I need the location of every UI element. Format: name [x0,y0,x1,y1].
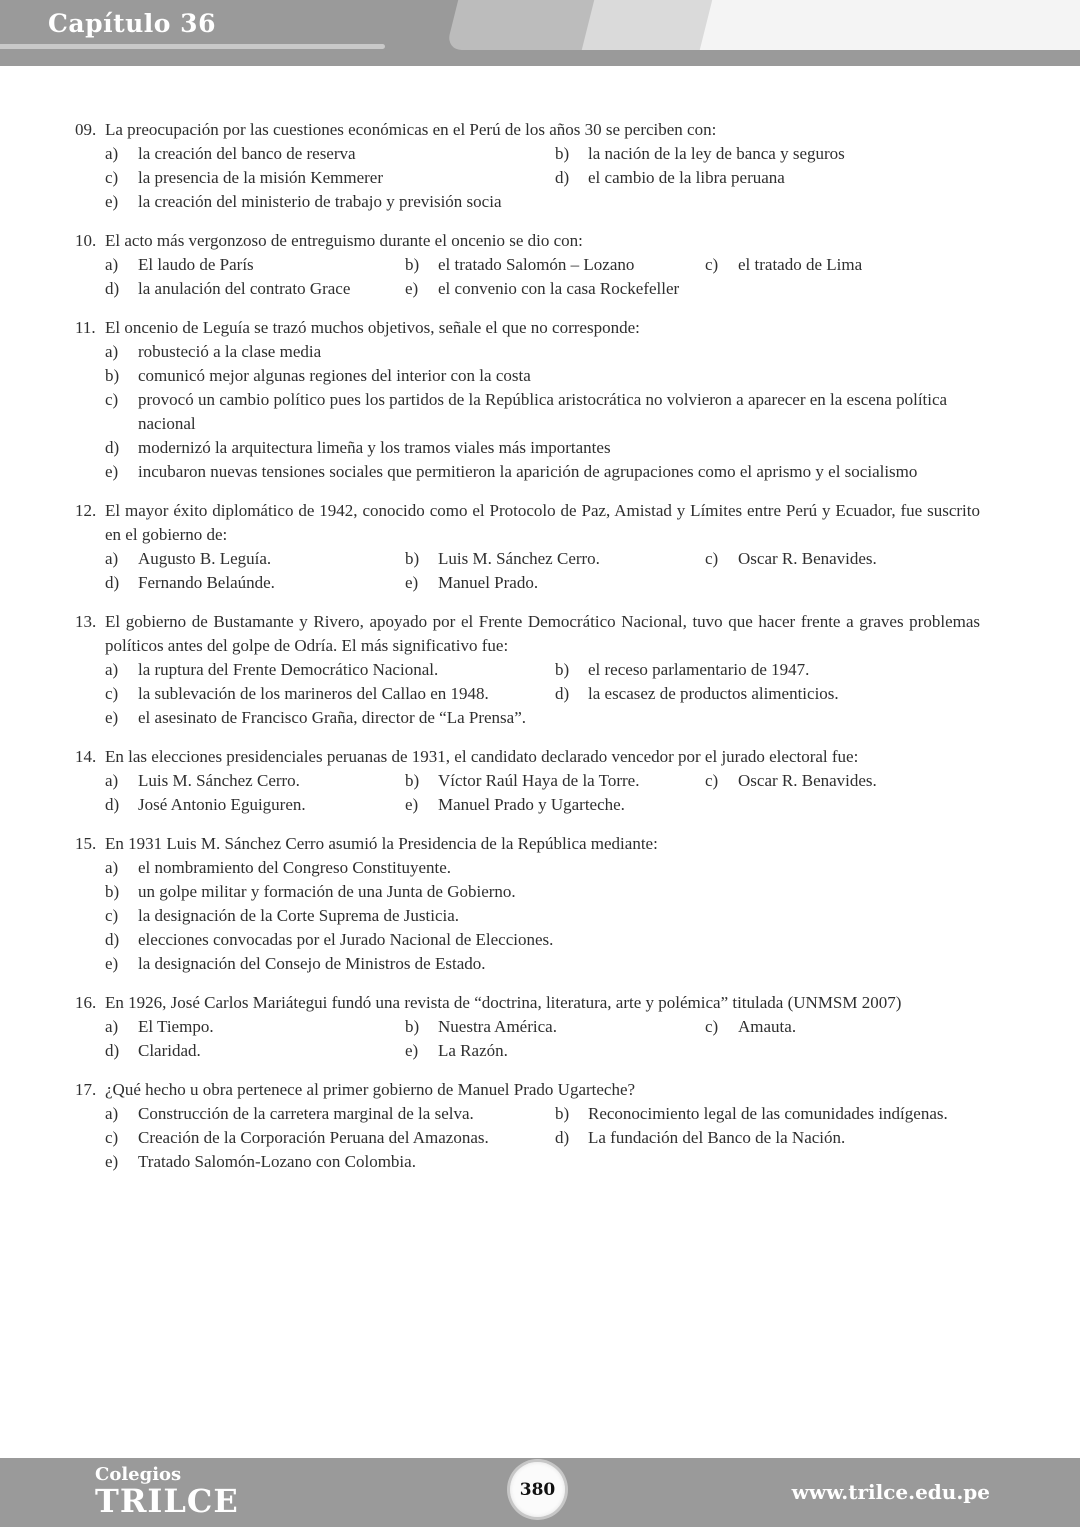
option-b [405,547,705,571]
option-a [105,658,555,682]
question-number: 11. [75,318,96,337]
option-text: la sublevación de los marineros del Callao en 1948. [138,684,489,703]
question-text: ¿Qué hecho u obra pertenece al primer gobierno de Manuel Prado Ugarteche? [105,1080,636,1099]
option-d [105,436,980,460]
question-09 [75,118,980,214]
option-letter: a) [105,1104,119,1123]
option-text: Manuel Prado. [438,573,539,592]
option-letter: e) [105,1152,119,1171]
option-text: La fundación del Banco de la Nación. [588,1128,846,1147]
option-a [105,856,980,880]
option-text: Reconocimiento legal de las comunidades indígenas. [588,1104,948,1123]
option-letter: d) [105,795,120,814]
option-text: un golpe militar y formación de una Junta de Gobierno. [138,882,516,901]
header-slant-shape-2 [582,0,716,50]
option-c [105,1126,555,1150]
option-letter: b) [555,1104,570,1123]
page-number: 380 [519,1479,556,1500]
option-letter: d) [555,684,570,703]
option-letter: c) [105,1128,119,1147]
option-letter: a) [105,771,119,790]
option-letter: b) [555,660,570,679]
question-text: El acto más vergonzoso de entreguismo durante el oncenio se dio con: [105,231,583,250]
question-12 [75,499,980,595]
option-text: la creación del ministerio de trabajo y previsión socia [138,192,502,211]
question-number: 16. [75,993,97,1012]
website-url: www.trilce.edu.pe [791,1480,990,1504]
option-letter: e) [405,1041,419,1060]
brand-trilce-label: TRILCE [95,1482,239,1520]
option-letter: b) [105,882,120,901]
question-number: 12. [75,501,97,520]
option-letter: c) [105,684,119,703]
option-text: el tratado Salomón – Lozano [438,255,635,274]
option-c [105,166,555,190]
option-text: el nombramiento del Congreso Constituyente. [138,858,452,877]
option-text: El laudo de París [138,255,254,274]
option-text: Luis M. Sánchez Cerro. [438,549,600,568]
option-text: Construcción de la carretera marginal de la selva. [138,1104,474,1123]
header-slant-shape-3 [700,0,1080,50]
trilce-logo [95,1464,239,1520]
option-letter: e) [405,279,419,298]
option-e [105,952,980,976]
brand-colegios-label: Colegios [95,1464,182,1485]
question-list [0,66,1080,1174]
option-letter: c) [105,168,119,187]
option-text: Nuestra América. [438,1017,557,1036]
option-text: la ruptura del Frente Democrático Nacional. [138,660,439,679]
option-b [105,364,980,388]
option-letter: b) [105,366,120,385]
option-letter: d) [105,1041,120,1060]
option-d [105,277,405,301]
option-letter: d) [105,279,120,298]
option-text: la presencia de la misión Kemmerer [138,168,383,187]
option-text: elecciones convocadas por el Jurado Nacional de Elecciones. [138,930,554,949]
question-number: 17. [75,1080,97,1099]
option-e [105,460,980,484]
option-a [105,142,555,166]
header-slant-shape-1 [446,0,598,50]
option-b [555,658,980,682]
question-text: El oncenio de Leguía se trazó muchos objetivos, señale el que no corresponde: [105,318,640,337]
option-b [555,1102,980,1126]
option-text: Creación de la Corporación Peruana del Amazonas. [138,1128,489,1147]
option-letter: c) [705,1017,719,1036]
option-text: robusteció a la clase media [138,342,322,361]
option-letter: a) [105,144,119,163]
question-14 [75,745,980,817]
question-text: El mayor éxito diplomático de 1942, conocido como el Protocolo de Paz, Amistad y Límites entre Perú y Ecuador, fue suscrito en el gobierno de: [105,501,980,544]
option-text: Claridad. [138,1041,201,1060]
option-letter: c) [705,771,719,790]
question-17 [75,1078,980,1174]
option-text: el asesinato de Francisco Graña, director de “La Prensa”. [138,708,526,727]
option-text: la designación de la Corte Suprema de Justicia. [138,906,460,925]
option-letter: c) [705,549,719,568]
option-letter: b) [405,255,420,274]
option-a [105,1015,405,1039]
option-text: la nación de la ley de banca y seguros [588,144,845,163]
option-letter: a) [105,342,119,361]
option-c [705,253,980,277]
option-b [555,142,980,166]
option-text: Oscar R. Benavides. [738,549,877,568]
option-letter: d) [555,168,570,187]
question-text: En 1931 Luis M. Sánchez Cerro asumió la Presidencia de la República mediante: [105,834,658,853]
question-13 [75,610,980,730]
option-c [705,547,980,571]
option-text: la designación del Consejo de Ministros de Estado. [138,954,486,973]
question-10 [75,229,980,301]
question-number: 10. [75,231,97,250]
option-letter: a) [105,549,119,568]
option-text: el tratado de Lima [738,255,863,274]
option-text: Manuel Prado y Ugarteche. [438,795,625,814]
option-letter: b) [405,1017,420,1036]
option-text: el convenio con la casa Rockefeller [438,279,680,298]
option-letter: e) [105,462,119,481]
option-text: incubaron nuevas tensiones sociales que permitieron la aparición de agrupaciones como el aprismo y el socialismo [138,462,918,481]
option-letter: a) [105,858,119,877]
question-number: 09. [75,120,97,139]
option-letter: e) [405,795,419,814]
option-text: comunicó mejor algunas regiones del interior con la costa [138,366,531,385]
option-letter: b) [405,771,420,790]
question-16 [75,991,980,1063]
option-b [105,880,980,904]
option-c [705,769,980,793]
option-text: José Antonio Eguiguren. [138,795,306,814]
option-letter: a) [105,660,119,679]
option-d [105,793,405,817]
option-c [105,904,980,928]
option-letter: a) [105,1017,119,1036]
question-number: 13. [75,612,97,631]
question-text: El gobierno de Bustamante y Rivero, apoyado por el Frente Democrático Nacional, tuvo que hacer frente a graves problemas políticos antes del golpe de Odría. El más significativo fue: [105,612,980,655]
option-letter: e) [105,954,119,973]
option-letter: d) [555,1128,570,1147]
option-letter: c) [705,255,719,274]
option-letter: e) [405,573,419,592]
option-e [405,277,705,301]
option-letter: c) [105,906,119,925]
option-a [105,769,405,793]
option-letter: e) [105,192,119,211]
option-c [105,682,555,706]
option-c [105,388,980,436]
option-text: la creación del banco de reserva [138,144,356,163]
option-d [105,571,405,595]
option-letter: b) [555,144,570,163]
option-text: Augusto B. Leguía. [138,549,272,568]
option-d [105,1039,405,1063]
option-text: provocó un cambio político pues los partidos de la República aristocrática no volvieron a aparecer en la escena política nacional [138,390,948,433]
page-header [0,0,1080,66]
option-text: modernizó la arquitectura limeña y los tramos viales más importantes [138,438,611,457]
option-b [405,769,705,793]
option-d [555,1126,980,1150]
page-number-badge [510,1462,565,1517]
option-text: el receso parlamentario de 1947. [588,660,810,679]
option-a [105,253,405,277]
question-text: La preocupación por las cuestiones económicas en el Perú de los años 30 se perciben con: [105,120,717,139]
option-letter: b) [405,549,420,568]
option-text: Víctor Raúl Haya de la Torre. [438,771,640,790]
option-a [105,340,980,364]
option-e [405,793,705,817]
option-e [405,1039,705,1063]
option-c [705,1015,980,1039]
question-15 [75,832,980,976]
option-text: Tratado Salomón-Lozano con Colombia. [138,1152,416,1171]
option-d [555,682,980,706]
option-e [405,571,705,595]
option-text: Fernando Belaúnde. [138,573,275,592]
question-text: En 1926, José Carlos Mariátegui fundó una revista de “doctrina, literatura, arte y polémica” titulada (UNMSM 2007) [105,993,902,1012]
option-b [405,1015,705,1039]
option-text: Luis M. Sánchez Cerro. [138,771,300,790]
option-text: El Tiempo. [138,1017,214,1036]
option-text: el cambio de la libra peruana [588,168,785,187]
option-b [405,253,705,277]
option-a [105,547,405,571]
question-11 [75,316,980,484]
option-text: Oscar R. Benavides. [738,771,877,790]
option-letter: c) [105,390,119,409]
option-e [105,1150,980,1174]
question-number: 15. [75,834,97,853]
chapter-underline [0,44,385,49]
option-letter: e) [105,708,119,727]
option-letter: d) [105,438,120,457]
option-text: la anulación del contrato Grace [138,279,351,298]
question-text: En las elecciones presidenciales peruanas de 1931, el candidato declarado vencedor por el jurado electoral fue: [105,747,859,766]
option-text: la escasez de productos alimenticios. [588,684,839,703]
page-footer [0,1458,1080,1527]
option-a [105,1102,555,1126]
option-text: Amauta. [738,1017,797,1036]
question-number: 14. [75,747,97,766]
option-d [105,928,980,952]
option-e [105,190,980,214]
option-e [105,706,980,730]
option-letter: d) [105,573,120,592]
option-letter: a) [105,255,119,274]
option-d [555,166,980,190]
option-text: La Razón. [438,1041,508,1060]
option-letter: d) [105,930,120,949]
chapter-title: Capítulo 36 [48,9,216,38]
